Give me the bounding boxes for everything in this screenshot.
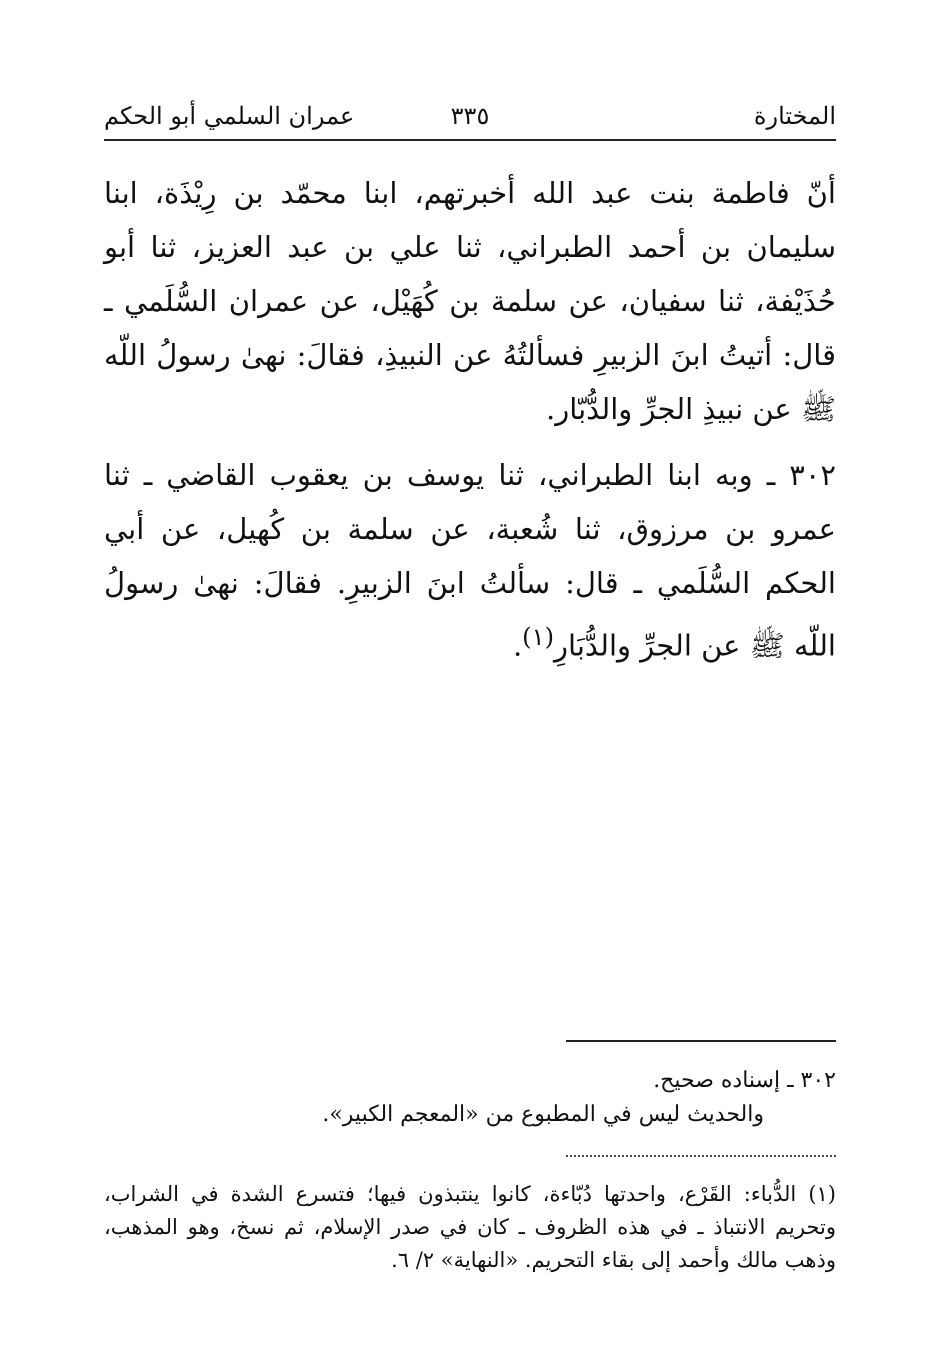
notes-rule: [566, 1040, 836, 1042]
footnote-1: (١) الدُّباء: القَرْع، واحدتها دُبّاءة، كانوا ينتبذون فيها؛ فتسرع الشدة في الشراب، وتحريم الانتباذ ـ في هذه الظروف ـ كان في صدر الإسلام، ثم نسخ، وهو المذهب، وذهب مالك وأحمد إلى بقاء التحريم. «النهاية» ٢/ ٦.: [104, 1182, 836, 1272]
hadith-paragraph-1: أنّ فاطمة بنت عبد الله أخبرتهم، ابنا محمّد بن رِيْذَة، ابنا سليمان بن أحمد الطبراني، ثنا علي بن عبد العزيز، ثنا أبو حُذَيْفة، ثنا سفيان، عن سلمة بن كُهَيْل، عن عمران السُّلَمي ـ قال: أتيتُ ابنَ الزبيرِ فسألتُهُ عن النبيذِ، فقالَ: نهىٰ رسولُ اللّه ﷺ عن نبيذِ الجرِّ والدُّبّار.: [104, 176, 836, 426]
hadith-302-end: .: [512, 628, 523, 663]
page-number: ٣٣٥: [450, 102, 490, 130]
footnote-rule: [566, 1155, 836, 1157]
running-header: [104, 96, 836, 136]
editor-notes: [104, 1064, 836, 1132]
main-text: [104, 166, 836, 673]
footnote-ref: (١): [522, 623, 555, 651]
note-line-1: ٣٠٢ ـ إسناده صحيح.: [653, 1068, 836, 1093]
book-title: المختارة: [753, 102, 836, 130]
hadith-302-text: ٣٠٢ ـ وبه ابنا الطبراني، ثنا يوسف بن يعقوب القاضي ـ ثنا عمرو بن مرزوق، ثنا شُعبة، عن سلمة بن كُهيل، عن أبي الحكم السُّلَمي ـ قال: سألتُ ابنَ الزبيرِ. فقالَ: نهىٰ رسولُ اللّه ﷺ عن الجرِّ والدُّبَارِ: [104, 458, 836, 663]
note-line-2: والحديث ليس في المطبوع من «المعجم الكبير».: [322, 1102, 764, 1127]
hadith-paragraph-302: [104, 448, 836, 673]
chapter-title: عمران السلمي أبو الحكم: [104, 102, 355, 130]
header-rule: [104, 139, 836, 141]
